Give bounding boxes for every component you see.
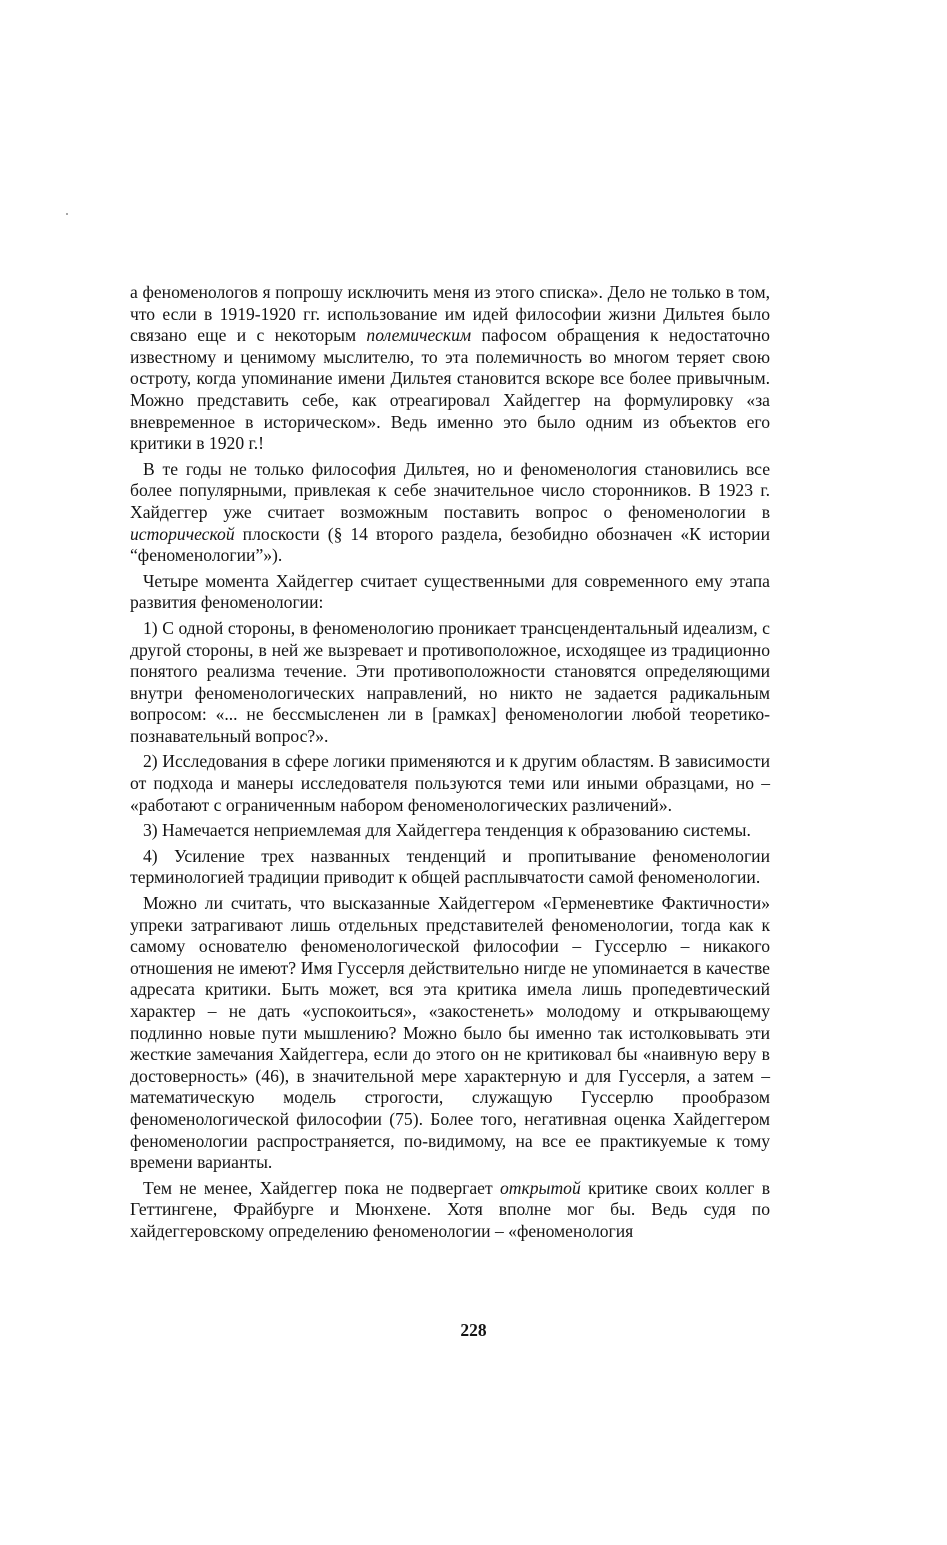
text-run: Можно ли считать, что высказанные Хайдеггером «Герменевтике Фактичности» упреки затрагивают лишь отдельных представителей феноменологии, тогда как к самому основателю феноменологической философии – Гуссерлю – никакого отношения не имеют? Имя Гуссерля действительно нигде не упоминается в качестве адресата критики. Быть может, вся эта критика имела лишь пропедевтический характер – не дать «успокоиться», «закостенеть» молодому и открывающему подлинно новые пути мышлению? Можно было бы именно так истолковывать эти жесткие замечания Хайдеггера, если до этого он не критиковал бы «наивную веру в достоверность» (46), в значительной мере характерную и для Гуссерля, а затем – математическую модель строгости, служащую Гуссерлю прообразом феноменологической философии (75). Более того, негативная оценка Хайдеггером феноменологии распространяется, по-видимому, на все ее практикуемые к тому времени варианты. [130,893,770,1173]
paragraph [130,893,770,1174]
text-run: Четыре момента Хайдеггер считает существенными для современного ему этапа развития феноменологии: [130,570,770,613]
text-run: 2) Исследования в сфере логики применяются и к другим областям. В зависимости от подхода и манеры исследователя пользуются теми или иными образцами, но – «работают с ограниченным набором феноменологических различений». [130,751,770,815]
paragraph [130,282,770,455]
paragraph [130,571,770,614]
text-run: Тем не менее, Хайдеггер пока не подвергает [143,1177,500,1198]
italic-text-run: полемическим [366,325,472,346]
text-run: критике своих коллег в Геттингене, Фрайбурге и Мюнхене. Хотя вполне мог бы. Ведь судя по хайдеггеровскому определению феноменологии – «феноменология [130,1177,770,1241]
italic-text-run: исторической [130,523,235,544]
list-item-paragraph [130,846,770,889]
page-number: 228 [460,1320,487,1340]
italic-text-run: открытой [500,1177,581,1198]
list-item-paragraph [130,751,770,816]
list-item-paragraph [130,618,770,748]
scan-speck [66,213,68,215]
paragraph [130,1178,770,1243]
paragraph [130,459,770,567]
text-run: 4) Усиление трех названных тенденций и пропитывание феноменологии терминологией традиции приводит к общей расплывчатости самой феноменологии. [130,845,770,888]
body-text [130,282,770,1243]
text-run: а феноменологов я попрошу исключить меня из этого списка». Дело не только в том, что если в 1919-1920 гг. использование им идей философии жизни Дильтея было связано еще и с некоторым [130,282,770,346]
text-run: В те годы не только философия Дильтея, но и феноменология становились все более популярными, привлекая к себе значительное число сторонников. В 1923 г. Хайдеггер уже считает возможным поставить вопрос о феноменологии в [130,458,770,522]
list-item-paragraph [130,820,770,842]
text-run: плоскости (§ 14 второго раздела, безобидно обозначен «К истории “феноменологии”»). [130,523,770,566]
text-run: 1) С одной стороны, в феноменологию проникает трансцендентальный идеализм, с другой стороны, в ней же вызревает и противоположное, исходящее из традиционно понятого реализма течение. Эти противоположности становятся определяющими внутри феноменологических направлений, но никто не задается радикальным вопросом: «... не бессмысленен ли в [рамках] феноменологии любой теоретико-познавательный вопрос?». [130,617,770,746]
text-run: 3) Намечается неприемлемая для Хайдеггера тенденция к образованию системы. [143,820,751,841]
text-run: пафосом обращения к недостаточно известному и ценимому мыслителю, то эта полемичность во многом теряет свою остроту, когда упоминание имени Дильтея становится вскоре все более привычным. Можно представить себе, как отреагировал Хайдеггер на формулировку «за вневременное в историческом». Ведь именно это было одним из объектов его критики в 1920 г.! [130,325,770,454]
